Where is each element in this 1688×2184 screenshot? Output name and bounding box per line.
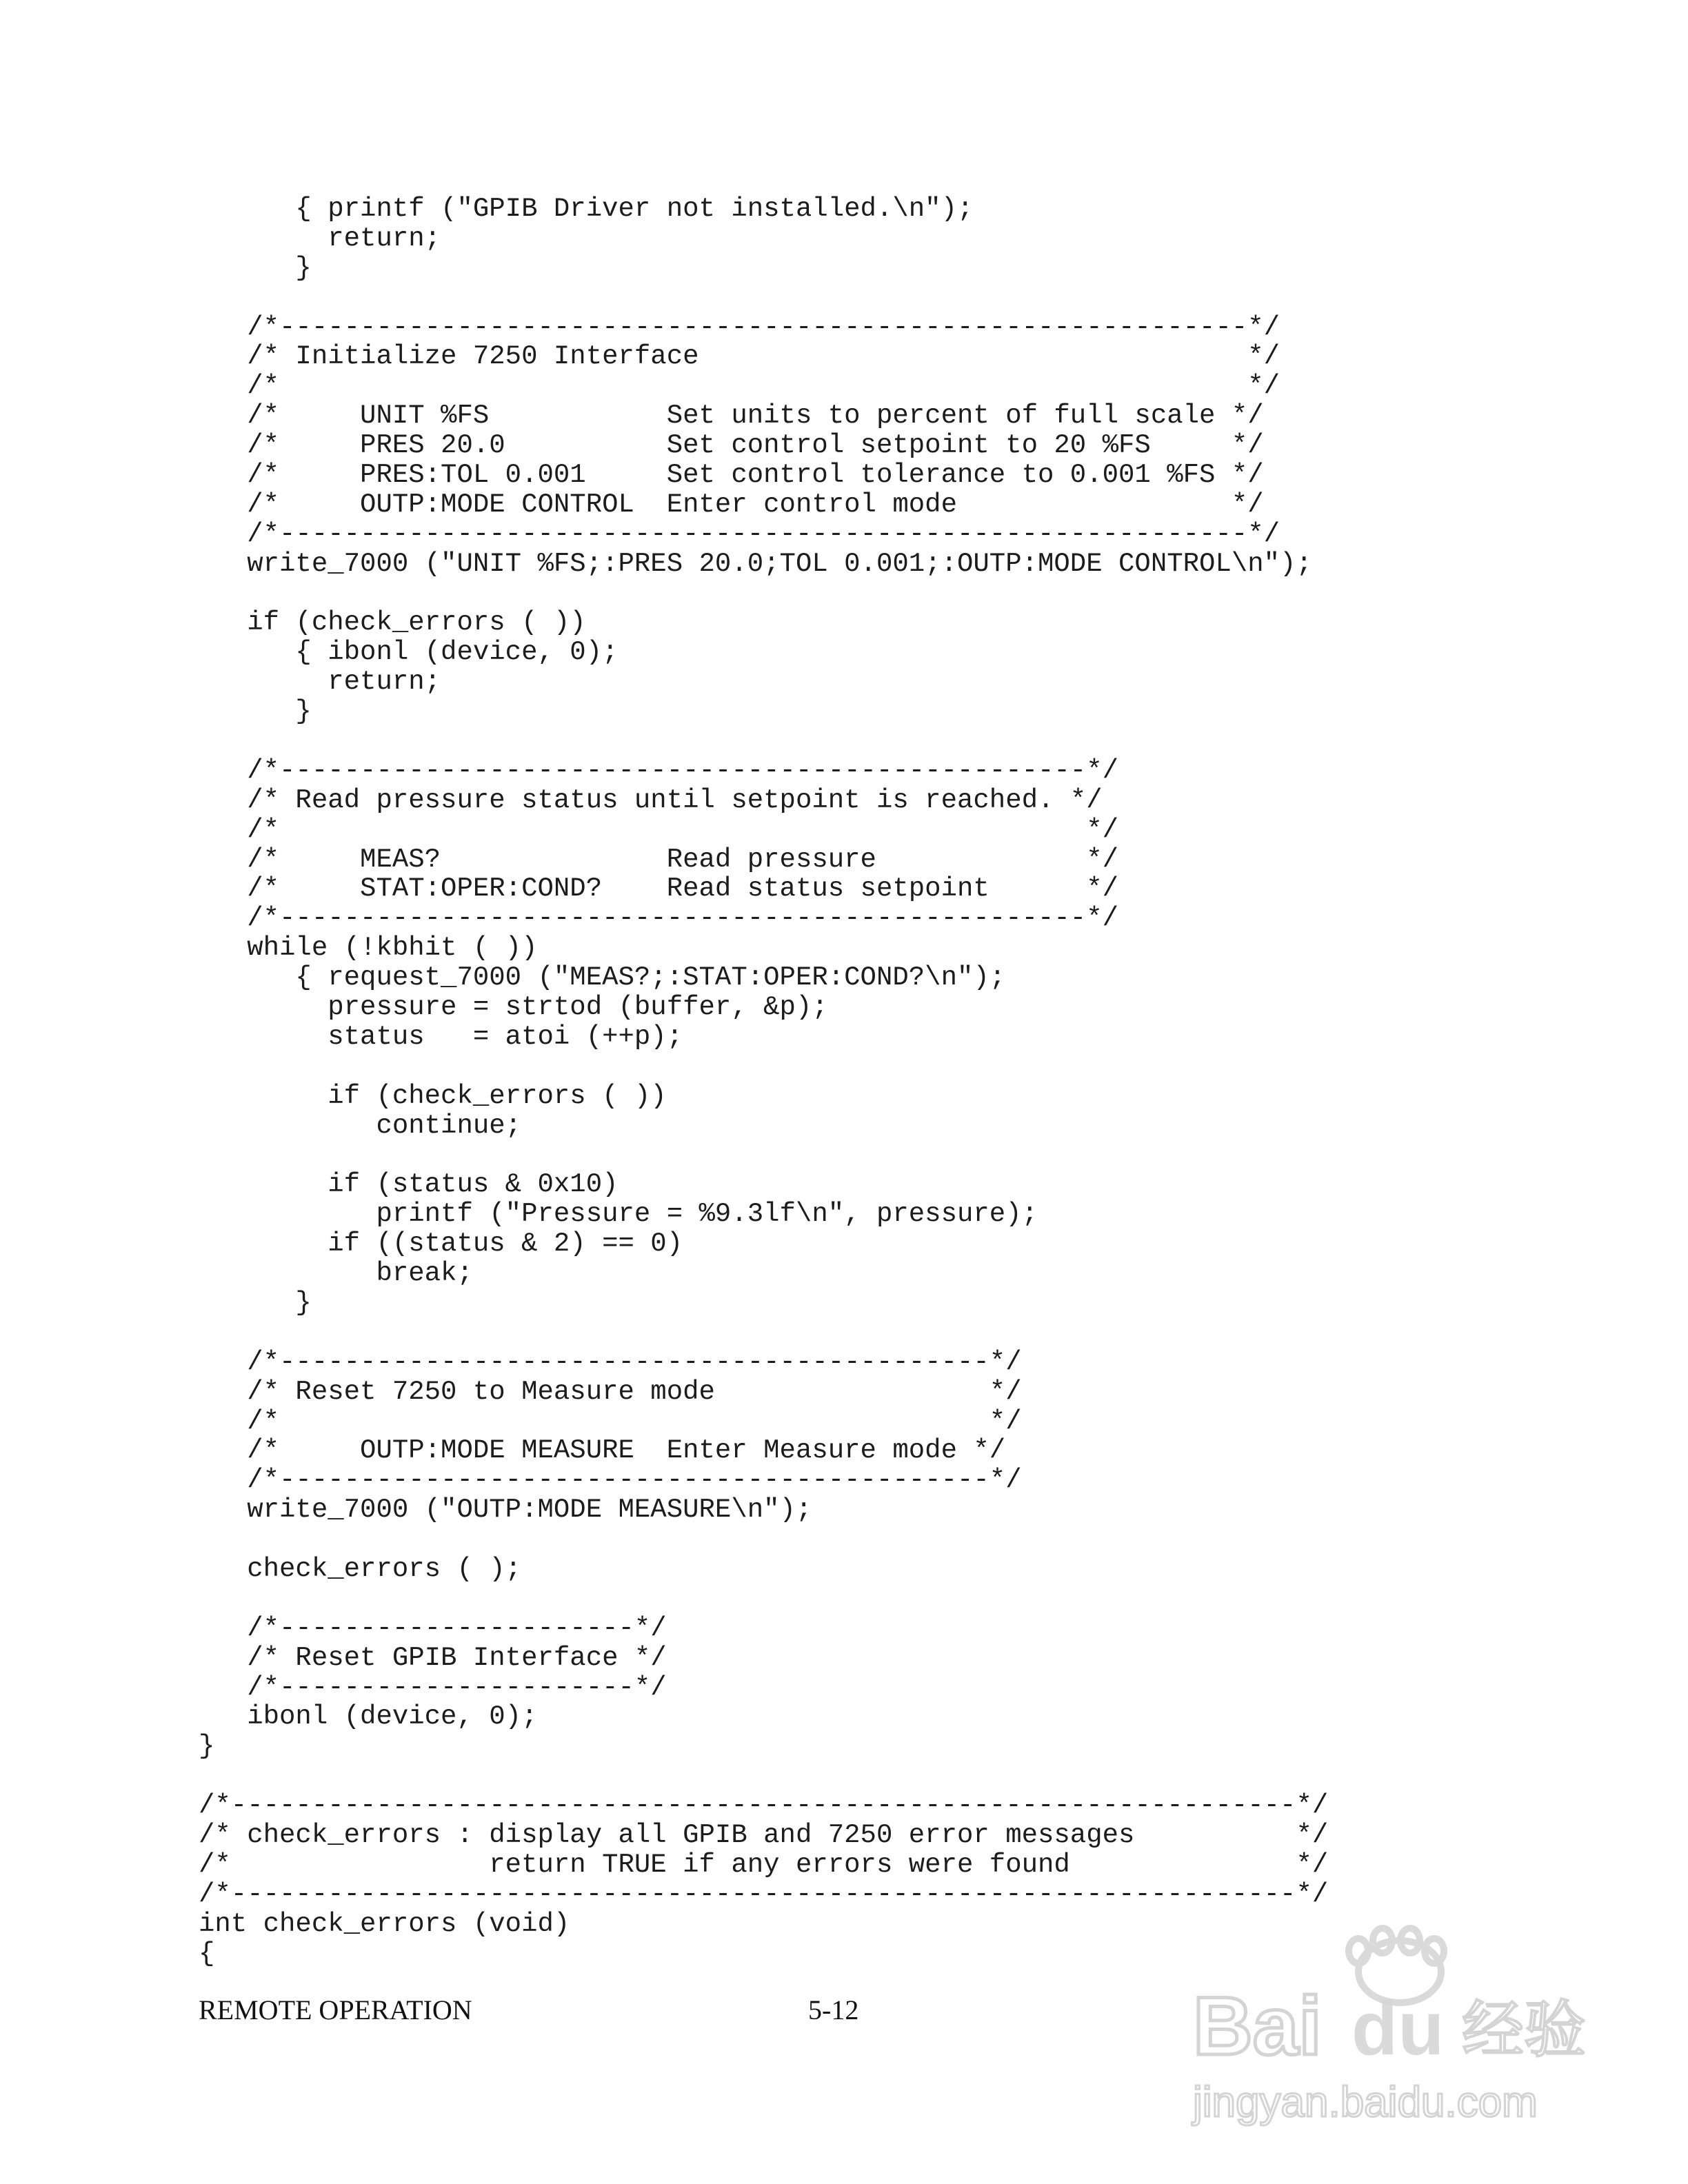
code-line: [199, 727, 1328, 756]
svg-text:du: du: [1352, 1986, 1445, 2071]
code-line: {: [199, 1938, 215, 1969]
code-line: [199, 1318, 1328, 1348]
code-line: /* OUTP:MODE MEASURE Enter Measure mode */: [199, 1435, 1006, 1466]
code-line: write_7000 ("OUTP:MODE MEASURE\n");: [199, 1495, 812, 1526]
code-line: /*--------------------------------------------------*/: [199, 755, 1119, 786]
footer-section-title: REMOTE OPERATION: [199, 1994, 472, 2025]
code-line: /* Initialize 7250 Interface */: [199, 341, 1280, 372]
code-line: return;: [199, 667, 441, 698]
code-line: }: [199, 696, 312, 727]
svg-text:jingyan.baidu.com: jingyan.baidu.com: [1193, 2079, 1538, 2126]
code-line: /* Reset GPIB Interface */: [199, 1642, 667, 1673]
code-line: }: [199, 1731, 215, 1762]
code-line: if (check_errors ( )): [199, 1080, 667, 1111]
code-line: continue;: [199, 1110, 522, 1141]
code-line: break;: [199, 1258, 473, 1289]
code-line: return;: [199, 223, 441, 254]
code-line: /* */: [199, 1406, 1022, 1437]
code-line: /*------------------------------------------------------------------*/: [199, 1790, 1329, 1821]
code-line: { request_7000 ("MEAS?;:STAT:OPER:COND?\n");: [199, 962, 1006, 993]
code-line: /*------------------------------------------------------------------*/: [199, 1879, 1329, 1910]
code-line: [199, 1525, 1328, 1555]
code-line: /*--------------------------------------------*/: [199, 1346, 1022, 1377]
code-line: [199, 1052, 1328, 1082]
code-line: if (status & 0x10): [199, 1169, 619, 1200]
code-line: /* PRES:TOL 0.001 Set control tolerance to 0.001 %FS */: [199, 460, 1264, 491]
code-line: /* STAT:OPER:COND? Read status setpoint */: [199, 873, 1119, 904]
baidu-watermark-logo: [1172, 1923, 1614, 2130]
code-line: [199, 579, 1328, 609]
code-line: /*--------------------------------------------------*/: [199, 903, 1119, 934]
code-line: { ibonl (device, 0);: [199, 637, 619, 668]
code-line: /* check_errors : display all GPIB and 7250 error messages */: [199, 1819, 1329, 1850]
code-line: if (check_errors ( )): [199, 607, 586, 638]
code-line: /* Reset 7250 to Measure mode */: [199, 1376, 1022, 1407]
svg-text:Bai: Bai: [1193, 1980, 1322, 2072]
code-line: printf ("Pressure = %9.3lf\n", pressure);: [199, 1199, 1038, 1230]
code-line: ibonl (device, 0);: [199, 1701, 538, 1732]
code-line: /* PRES 20.0 Set control setpoint to 20 %FS */: [199, 430, 1264, 461]
code-line: /*--------------------------------------------*/: [199, 1465, 1022, 1496]
code-line: /* return TRUE if any errors were found */: [199, 1849, 1329, 1880]
code-line: write_7000 ("UNIT %FS;:PRES 20.0;TOL 0.001;:OUTP:MODE CONTROL\n");: [199, 548, 1312, 579]
code-line: while (!kbhit ( )): [199, 933, 538, 964]
code-line: }: [199, 252, 312, 283]
code-line: { printf ("GPIB Driver not installed.\n");: [199, 194, 974, 224]
code-line: if ((status & 2) == 0): [199, 1228, 683, 1260]
svg-text:经验: 经验: [1462, 1994, 1586, 2066]
code-line: [199, 283, 1328, 313]
code-line: status = atoi (++p);: [199, 1021, 683, 1052]
code-line: /* MEAS? Read pressure */: [199, 844, 1119, 875]
code-line: check_errors ( );: [199, 1553, 522, 1584]
code-line: /* OUTP:MODE CONTROL Enter control mode */: [199, 489, 1264, 520]
code-listing: [199, 194, 1328, 1968]
code-line: /* Read pressure status until setpoint is reached. */: [199, 785, 1103, 816]
code-line: [199, 1141, 1328, 1171]
code-line: /*------------------------------------------------------------*/: [199, 312, 1280, 343]
code-line: [199, 1761, 1328, 1791]
code-line: /* */: [199, 371, 1280, 402]
code-line: /* */: [199, 814, 1119, 845]
code-line: }: [199, 1287, 312, 1318]
code-line: /* UNIT %FS Set units to percent of full scale */: [199, 401, 1264, 432]
code-line: int check_errors (void): [199, 1908, 570, 1939]
code-line: /*----------------------*/: [199, 1612, 667, 1644]
code-line: /*------------------------------------------------------------*/: [199, 518, 1280, 549]
code-line: [199, 1584, 1328, 1614]
code-line: /*----------------------*/: [199, 1672, 667, 1703]
footer-page-number: 5-12: [808, 1994, 859, 2025]
code-line: pressure = strtod (buffer, &p);: [199, 992, 828, 1023]
